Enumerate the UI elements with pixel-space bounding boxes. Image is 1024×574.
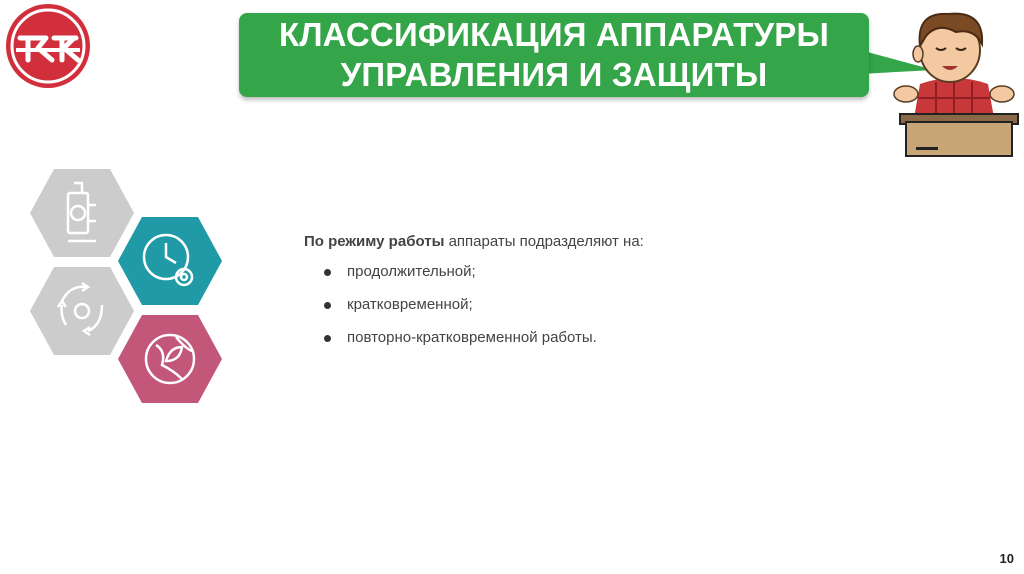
list-item: [304, 329, 644, 347]
globe-leaf-icon: [118, 315, 222, 403]
intro-text: [304, 233, 644, 251]
intro-rest: аппараты подразделяют на:: [444, 233, 644, 250]
list-item: [304, 263, 644, 281]
list-item-text: продолжительной;: [347, 263, 476, 280]
cycle-arrows-icon: [30, 267, 134, 355]
intro-bold: По режиму работы: [304, 233, 445, 250]
bullet-icon: [324, 335, 331, 342]
bullet-icon: [324, 302, 331, 309]
page-title: [279, 15, 829, 95]
mode-list: [304, 263, 644, 347]
list-item: [304, 296, 644, 314]
title-line-1: КЛАССИФИКАЦИЯ АППАРАТУРЫ: [278, 16, 830, 53]
list-item-text: кратковременной;: [347, 296, 473, 313]
list-item-text: повторно-кратковременной работы.: [347, 329, 597, 346]
mechanism-icon: [30, 169, 134, 257]
bullet-icon: [324, 269, 331, 276]
hexagon-icon-cluster: [26, 165, 228, 410]
company-logo: [2, 2, 94, 90]
title-banner: [239, 13, 869, 97]
title-line-2: УПРАВЛЕНИЯ И ЗАЩИТЫ: [340, 56, 768, 93]
teacher-illustration: [886, 2, 1022, 158]
clock-gear-icon: [118, 217, 222, 305]
page-number: 10: [999, 551, 1014, 566]
content-block: [304, 233, 644, 362]
